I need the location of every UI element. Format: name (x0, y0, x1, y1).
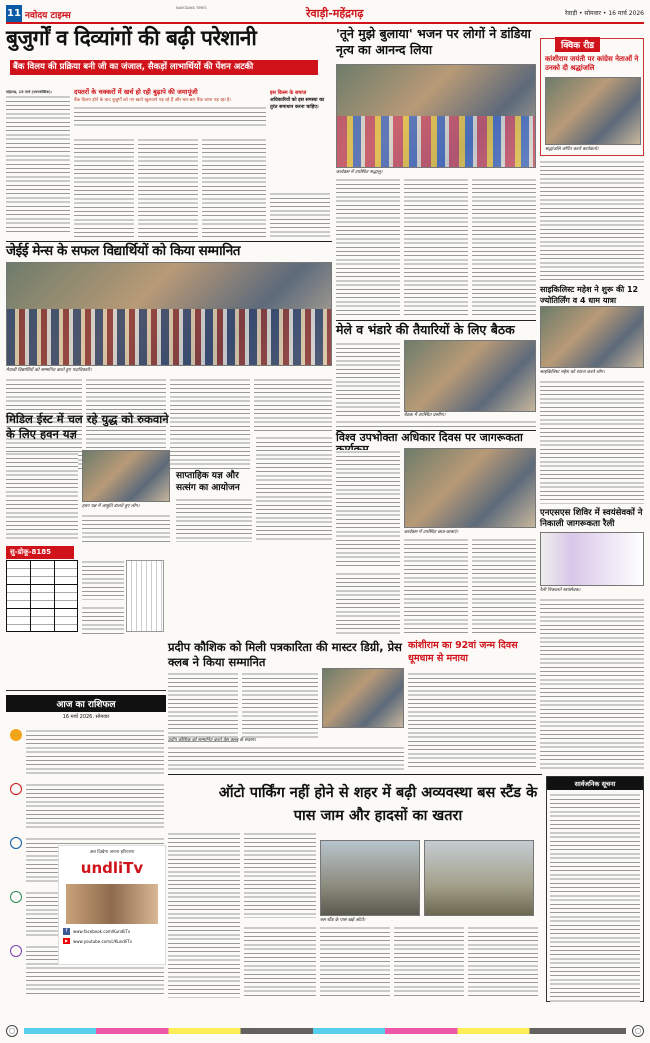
quick-read-box (540, 38, 644, 156)
auto-col6 (468, 926, 538, 998)
ad-fb-link[interactable]: www.facebook.com/KundliTv (73, 929, 131, 934)
top-strip (6, 5, 644, 23)
auto-headline: ऑटो पार्किंग नहीं होने से शहर में बढ़ी अव्यवस्था बस स्टैंड के पास जाम और हादसों का खतरा (218, 785, 538, 824)
lead-col2 (74, 138, 134, 238)
consumer-headline: विश्व उपभोक्ता अधिकार दिवस पर जागरूकता (336, 431, 523, 444)
right-col3 (540, 598, 644, 770)
kanshiram-headline: कांशीराम का 92वां जन्म दिवस धूमधाम से मनाया (408, 640, 518, 664)
ad-photo (66, 884, 158, 924)
bhajan-col3 (472, 178, 536, 318)
pradeep-headline: प्रदीप कौशिक को मिली पत्रकारिता की मास्टर डिग्री, प्रेस क्लब ने किया सम्मानित (168, 640, 402, 669)
youtube-icon: ▶ (64, 938, 69, 943)
middle-east-photo (82, 450, 170, 502)
satsang-col1 (176, 498, 252, 542)
middle-east-headline: मिडिल ईस्ट में चल रहे युद्ध को रुकवाने के लिए हवन यज्ञ (6, 412, 169, 441)
lead-col3 (138, 138, 198, 238)
me-col1 (6, 452, 78, 542)
page-number-badge: 11 (6, 5, 22, 22)
consumer-col2 (404, 538, 468, 634)
ad-brand: undliTv (80, 859, 144, 877)
consumer-col3 (472, 538, 536, 634)
quick-read-caption: श्रद्धांजलि अर्पित करते कार्यकर्ता। (545, 147, 599, 152)
callout-body: अधिकारियों को इस समस्या का तुरंत समाधान करना चाहिए। (270, 98, 325, 110)
pradeep-col1 (168, 672, 238, 742)
consumer-col1 (336, 450, 400, 568)
divider (6, 241, 332, 242)
ad-logo (77, 859, 147, 881)
auto-col4 (320, 926, 390, 998)
mela-caption: बैठक में उपस्थित ग्रामीण। (404, 413, 446, 418)
bhajan-caption: कार्यक्रम में उपस्थित श्रद्धालु। (336, 170, 383, 175)
sudoku-grid (6, 560, 78, 632)
mela-photo (404, 340, 536, 412)
quote-body: बैंक विलय होने के बाद बुजुर्गों को नए खाते खुलवाने पड़ रहे हैं और बार-बार बैंक जाना पड़ रहा है। (74, 98, 232, 103)
me-col2 (82, 514, 170, 542)
bhajan-photo (336, 64, 536, 168)
facebook-icon: f (63, 928, 70, 935)
rashifal-date: 16 मार्च 2026, सोमवार (62, 714, 110, 720)
lead-quote-box (74, 88, 266, 132)
lead-col4 (202, 138, 266, 238)
mela-col1 (336, 342, 400, 416)
nss-headline: एनएसएस शिविर में स्वयंसेवकों ने निकाली जागरूकता रैली (540, 508, 643, 529)
jee-col4 (254, 378, 332, 434)
nss-photo (540, 532, 644, 586)
kundli-ad[interactable] (58, 845, 166, 965)
zodiac-icon (10, 783, 22, 795)
ad-tagline: अब दिखेगा अपना हरियाणा (89, 850, 135, 855)
brand-mid-small: NAVODAYA TIMES (176, 6, 207, 10)
quote-head: दफ्तरों के चक्करों में खर्च हो रही बुढ़ापे की जमापूंजी (74, 88, 198, 96)
auto-caption: बस स्टैंड के पास खड़े ऑटो। (320, 918, 366, 923)
lead-headline: बुजुर्गों व दिव्यांगों की बढ़ी परेशानी (6, 26, 257, 50)
nss-caption: रैली निकालते स्वयंसेवक। (540, 588, 581, 593)
auto-photo-2 (424, 840, 534, 916)
sudoku-title: सु-डोकू-8185 (6, 546, 74, 559)
auto-col1 (168, 832, 240, 998)
jee-col3 (170, 378, 250, 470)
sudoku-block (6, 546, 166, 686)
divider (336, 320, 536, 321)
jee-caption: मेधावी विद्यार्थियों को सम्मानित करते हुए पदाधिकारी। (6, 368, 92, 373)
ad-yt-link[interactable]: www.youtube.com/c/KundliTv (73, 938, 132, 944)
quick-read-photo (545, 77, 641, 145)
quick-read-headline: कांशीराम जयंती पर कांग्रेस नेताओं ने उनको दी श्रद्धांजलि (545, 55, 639, 72)
lead-callout (270, 90, 330, 190)
lead-col5 (270, 192, 330, 238)
kanshiram-col1 (408, 672, 536, 770)
brand-left: नवोदय टाइम्स (25, 11, 71, 21)
lead-col1: महेंद्रगढ़, 15 मार्च (पवनकौशिक): (6, 90, 70, 238)
consumer-col4 (336, 572, 400, 634)
right-col2 (540, 380, 644, 504)
mela-headline: मेले व भंडारे की तैयारियों के लिए बैठक (336, 322, 515, 337)
top-rule (6, 22, 644, 24)
bhajan-headline: 'तूने मुझे बुलाया' भजन पर लोगों ने डांडिया नृत्य का आनन्द लिया (336, 26, 531, 57)
callout-title: इस किस्म के समाज (270, 90, 307, 96)
bhajan-col1 (336, 178, 400, 318)
quick-read-label: क्विक रीड (555, 37, 600, 52)
lead-subhead: बैंक विलय की प्रक्रिया बनी जी का जंजाल, सैकड़ों लाभार्थियों की पेंशन अटकी (10, 60, 318, 75)
notice-box (546, 776, 644, 1002)
bhajan-col2 (404, 178, 468, 318)
divider (168, 774, 542, 775)
mela-col2 (336, 420, 536, 428)
satsang-col2 (256, 436, 332, 542)
section-name: रेवाड़ी-महेंद्रगढ़ (306, 7, 364, 20)
cycle-headline: साइकिलिस्ट महेश ने शुरू की 12 ज्योतिर्लिंग व 4 धाम यात्रा (540, 285, 639, 305)
sun-icon (10, 729, 22, 741)
registration-mark-icon (632, 1025, 644, 1037)
auto-col5 (394, 926, 464, 998)
date-right: रेवाड़ी • सोमवार • 16 मार्च 2026 (564, 10, 644, 17)
rashifal-title: आज का राशिफल (6, 695, 166, 712)
pradeep-col2 (242, 672, 318, 740)
consumer-caption: कार्यक्रम में उपस्थित छात्र-छात्राएं। (404, 530, 459, 535)
footer-registration (6, 1024, 644, 1038)
cycle-caption: साइकिलिस्ट महेश को रवाना करते लोग। (540, 370, 605, 375)
right-col1 (540, 160, 644, 282)
consumer-photo (404, 448, 536, 528)
jee-photo (6, 262, 332, 366)
middle-east-caption: हवन यज्ञ में आहुति डालते हुए लोग। (82, 504, 140, 509)
pradeep-photo (322, 668, 404, 728)
pradeep-caption: प्रदीप कौशिक को सम्मानित करते प्रेस क्लब के सदस्य। (168, 738, 257, 743)
auto-col3 (244, 926, 316, 998)
pradeep-col3 (168, 746, 404, 770)
registration-mark-icon (6, 1025, 18, 1037)
jee-headline: जेईई मेन्स के सफल विद्यार्थियों को किया सम्मानित (6, 243, 241, 259)
auto-photo (320, 840, 420, 916)
satsang-headline: साप्ताहिक यज्ञ और सत्संग का आयोजन (176, 471, 240, 493)
auto-col2 (244, 832, 316, 918)
notice-title: सार्वजनिक सूचना (547, 777, 643, 790)
cycle-photo (540, 306, 644, 368)
